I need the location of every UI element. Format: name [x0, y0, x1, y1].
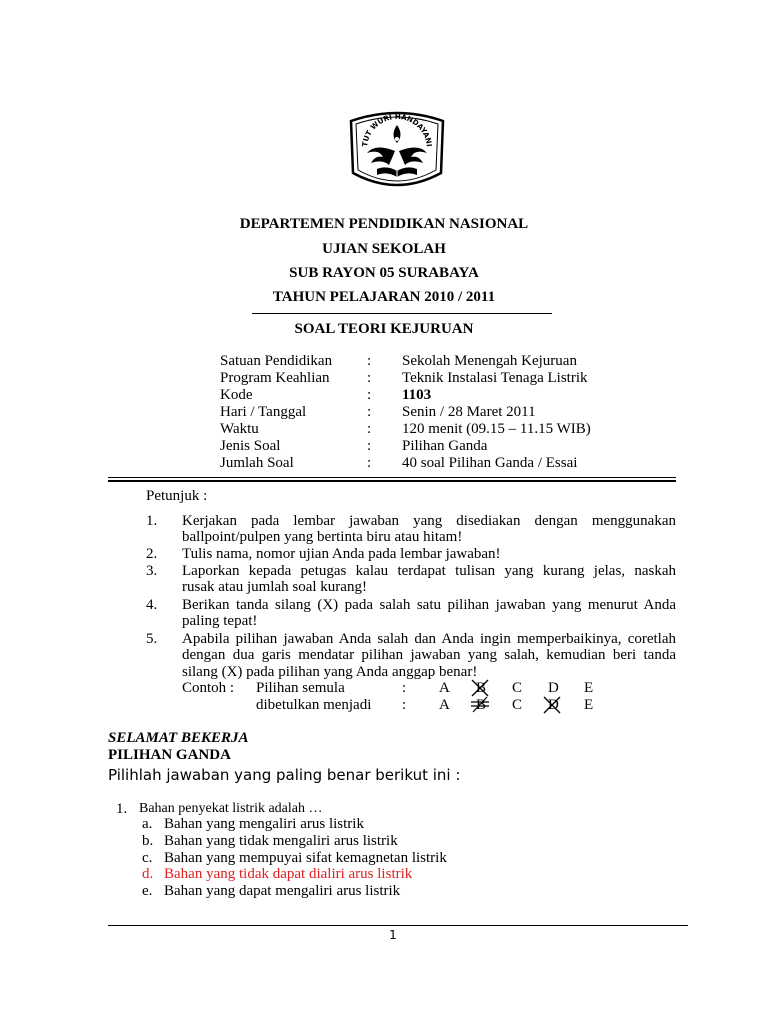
option-letter: b.	[142, 833, 154, 849]
info-value: 120 menit (09.15 – 11.15 WIB)	[402, 421, 591, 437]
example-choice-b-struck: B	[476, 697, 486, 714]
question-text: Bahan penyekat listrik adalah …	[139, 801, 323, 816]
instruction-number: 1.	[146, 513, 158, 529]
example-choice-e: E	[584, 680, 594, 696]
closing-text: SELAMAT BEKERJA	[108, 730, 249, 746]
instruction-text: Laporkan kepada petugas kalau terdapat tulisan yang kurang jelas, naskah	[182, 563, 676, 579]
instruction-text: Berikan tanda silang (X) pada salah satu pilihan jawaban yang menurut Anda	[182, 597, 676, 613]
example-choice-c: C	[512, 680, 523, 696]
cross-mark-icon	[471, 679, 489, 697]
footer-rule	[108, 925, 688, 926]
option-text-correct: Bahan yang tidak dapat dialiri arus listrik	[164, 866, 413, 882]
header-ministry: DEPARTEMEN PENDIDIKAN NASIONAL	[239, 216, 529, 232]
instruction-text: paling tepat!	[182, 613, 258, 629]
strike-mark-icon	[471, 696, 489, 714]
info-label: Satuan Pendidikan	[220, 353, 333, 369]
option-letter: e.	[142, 883, 153, 899]
instruction-text: rusak atau jumlah soal kurang!	[182, 579, 367, 595]
instruction-prompt: Pilihlah jawaban yang paling benar berikut ini :	[108, 766, 461, 784]
info-value: Teknik Instalasi Tenaga Listrik	[402, 370, 588, 386]
instruction-text: dengan dua garis mendatar pilihan jawaban yang salah, kemudian beri tanda	[182, 647, 676, 663]
example-choice-c: C	[512, 697, 523, 713]
info-sep: :	[367, 387, 372, 403]
example-choice-a: A	[439, 680, 450, 696]
instruction-text: Apabila pilihan jawaban Anda salah dan Anda ingin memperbaikinya, coretlah	[182, 631, 676, 647]
info-label: Hari / Tanggal	[220, 404, 307, 420]
instruction-text: ballpoint/pulpen yang bertinta biru atau hitam!	[182, 529, 463, 545]
instruction-text: silang (X) pada pilihan yang Anda anggap benar!	[182, 664, 478, 680]
instruction-number: 3.	[146, 563, 158, 579]
section-title: PILIHAN GANDA	[108, 747, 231, 763]
header-divider	[252, 313, 552, 314]
option-text: Bahan yang mempuyai sifat kemagnetan listrik	[164, 850, 447, 866]
example-choice-d: D	[548, 680, 559, 696]
example-original-label: Pilihan semula	[256, 680, 345, 696]
info-value: Senin / 28 Maret 2011	[402, 404, 536, 420]
info-sep: :	[367, 421, 372, 437]
example-sep: :	[402, 697, 407, 713]
info-value: 40 soal Pilihan Ganda / Essai	[402, 455, 578, 471]
tut-wuri-handayani-logo	[345, 103, 449, 198]
header-school-year: TAHUN PELAJARAN 2010 / 2011	[272, 289, 496, 305]
header-subrayon: SUB RAYON 05 SURABAYA	[289, 265, 479, 281]
info-sep: :	[367, 370, 372, 386]
option-letter: c.	[142, 850, 153, 866]
option-text: Bahan yang dapat mengaliri arus listrik	[164, 883, 401, 899]
info-sep: :	[367, 353, 372, 369]
info-label: Waktu	[220, 421, 259, 437]
option-text: Bahan yang mengaliri arus listrik	[164, 816, 364, 832]
example-corrected-label: dibetulkan menjadi	[256, 697, 372, 713]
info-label: Jumlah Soal	[220, 455, 294, 471]
section-divider	[108, 480, 676, 482]
info-label: Kode	[220, 387, 253, 403]
option-text: Bahan yang tidak mengaliri arus listrik	[164, 833, 398, 849]
info-value-code: 1103	[402, 387, 432, 403]
option-letter-correct: d.	[142, 866, 154, 882]
logo-motto: TUT WURI HANDAYANI	[360, 111, 434, 148]
example-sep: :	[402, 680, 407, 696]
info-value: Sekolah Menengah Kejuruan	[402, 353, 577, 369]
section-divider	[108, 477, 676, 478]
instructions-title: Petunjuk :	[146, 488, 208, 504]
instruction-number: 5.	[146, 631, 158, 647]
cross-mark-icon	[543, 696, 561, 714]
header-exam: UJIAN SEKOLAH	[322, 241, 446, 257]
header-subject: SOAL TEORI KEJURUAN	[294, 321, 474, 337]
example-label: Contoh :	[182, 680, 235, 696]
example-choice-b-crossed: B	[476, 680, 486, 697]
info-label: Program Keahlian	[220, 370, 330, 386]
example-choice-d-crossed: D	[548, 697, 559, 714]
info-sep: :	[367, 438, 372, 454]
instruction-number: 2.	[146, 546, 158, 562]
question-number: 1.	[116, 801, 128, 817]
page-number: 1	[389, 928, 397, 942]
info-sep: :	[367, 455, 372, 471]
example-choice-a: A	[439, 697, 450, 713]
instruction-text: Kerjakan pada lembar jawaban yang disediakan dengan menggunakan	[182, 513, 676, 529]
example-choice-e: E	[584, 697, 594, 713]
option-letter: a.	[142, 816, 153, 832]
info-label: Jenis Soal	[220, 438, 281, 454]
info-sep: :	[367, 404, 372, 420]
info-value: Pilihan Ganda	[402, 438, 488, 454]
instruction-number: 4.	[146, 597, 158, 613]
instruction-text: Tulis nama, nomor ujian Anda pada lembar jawaban!	[182, 546, 501, 562]
